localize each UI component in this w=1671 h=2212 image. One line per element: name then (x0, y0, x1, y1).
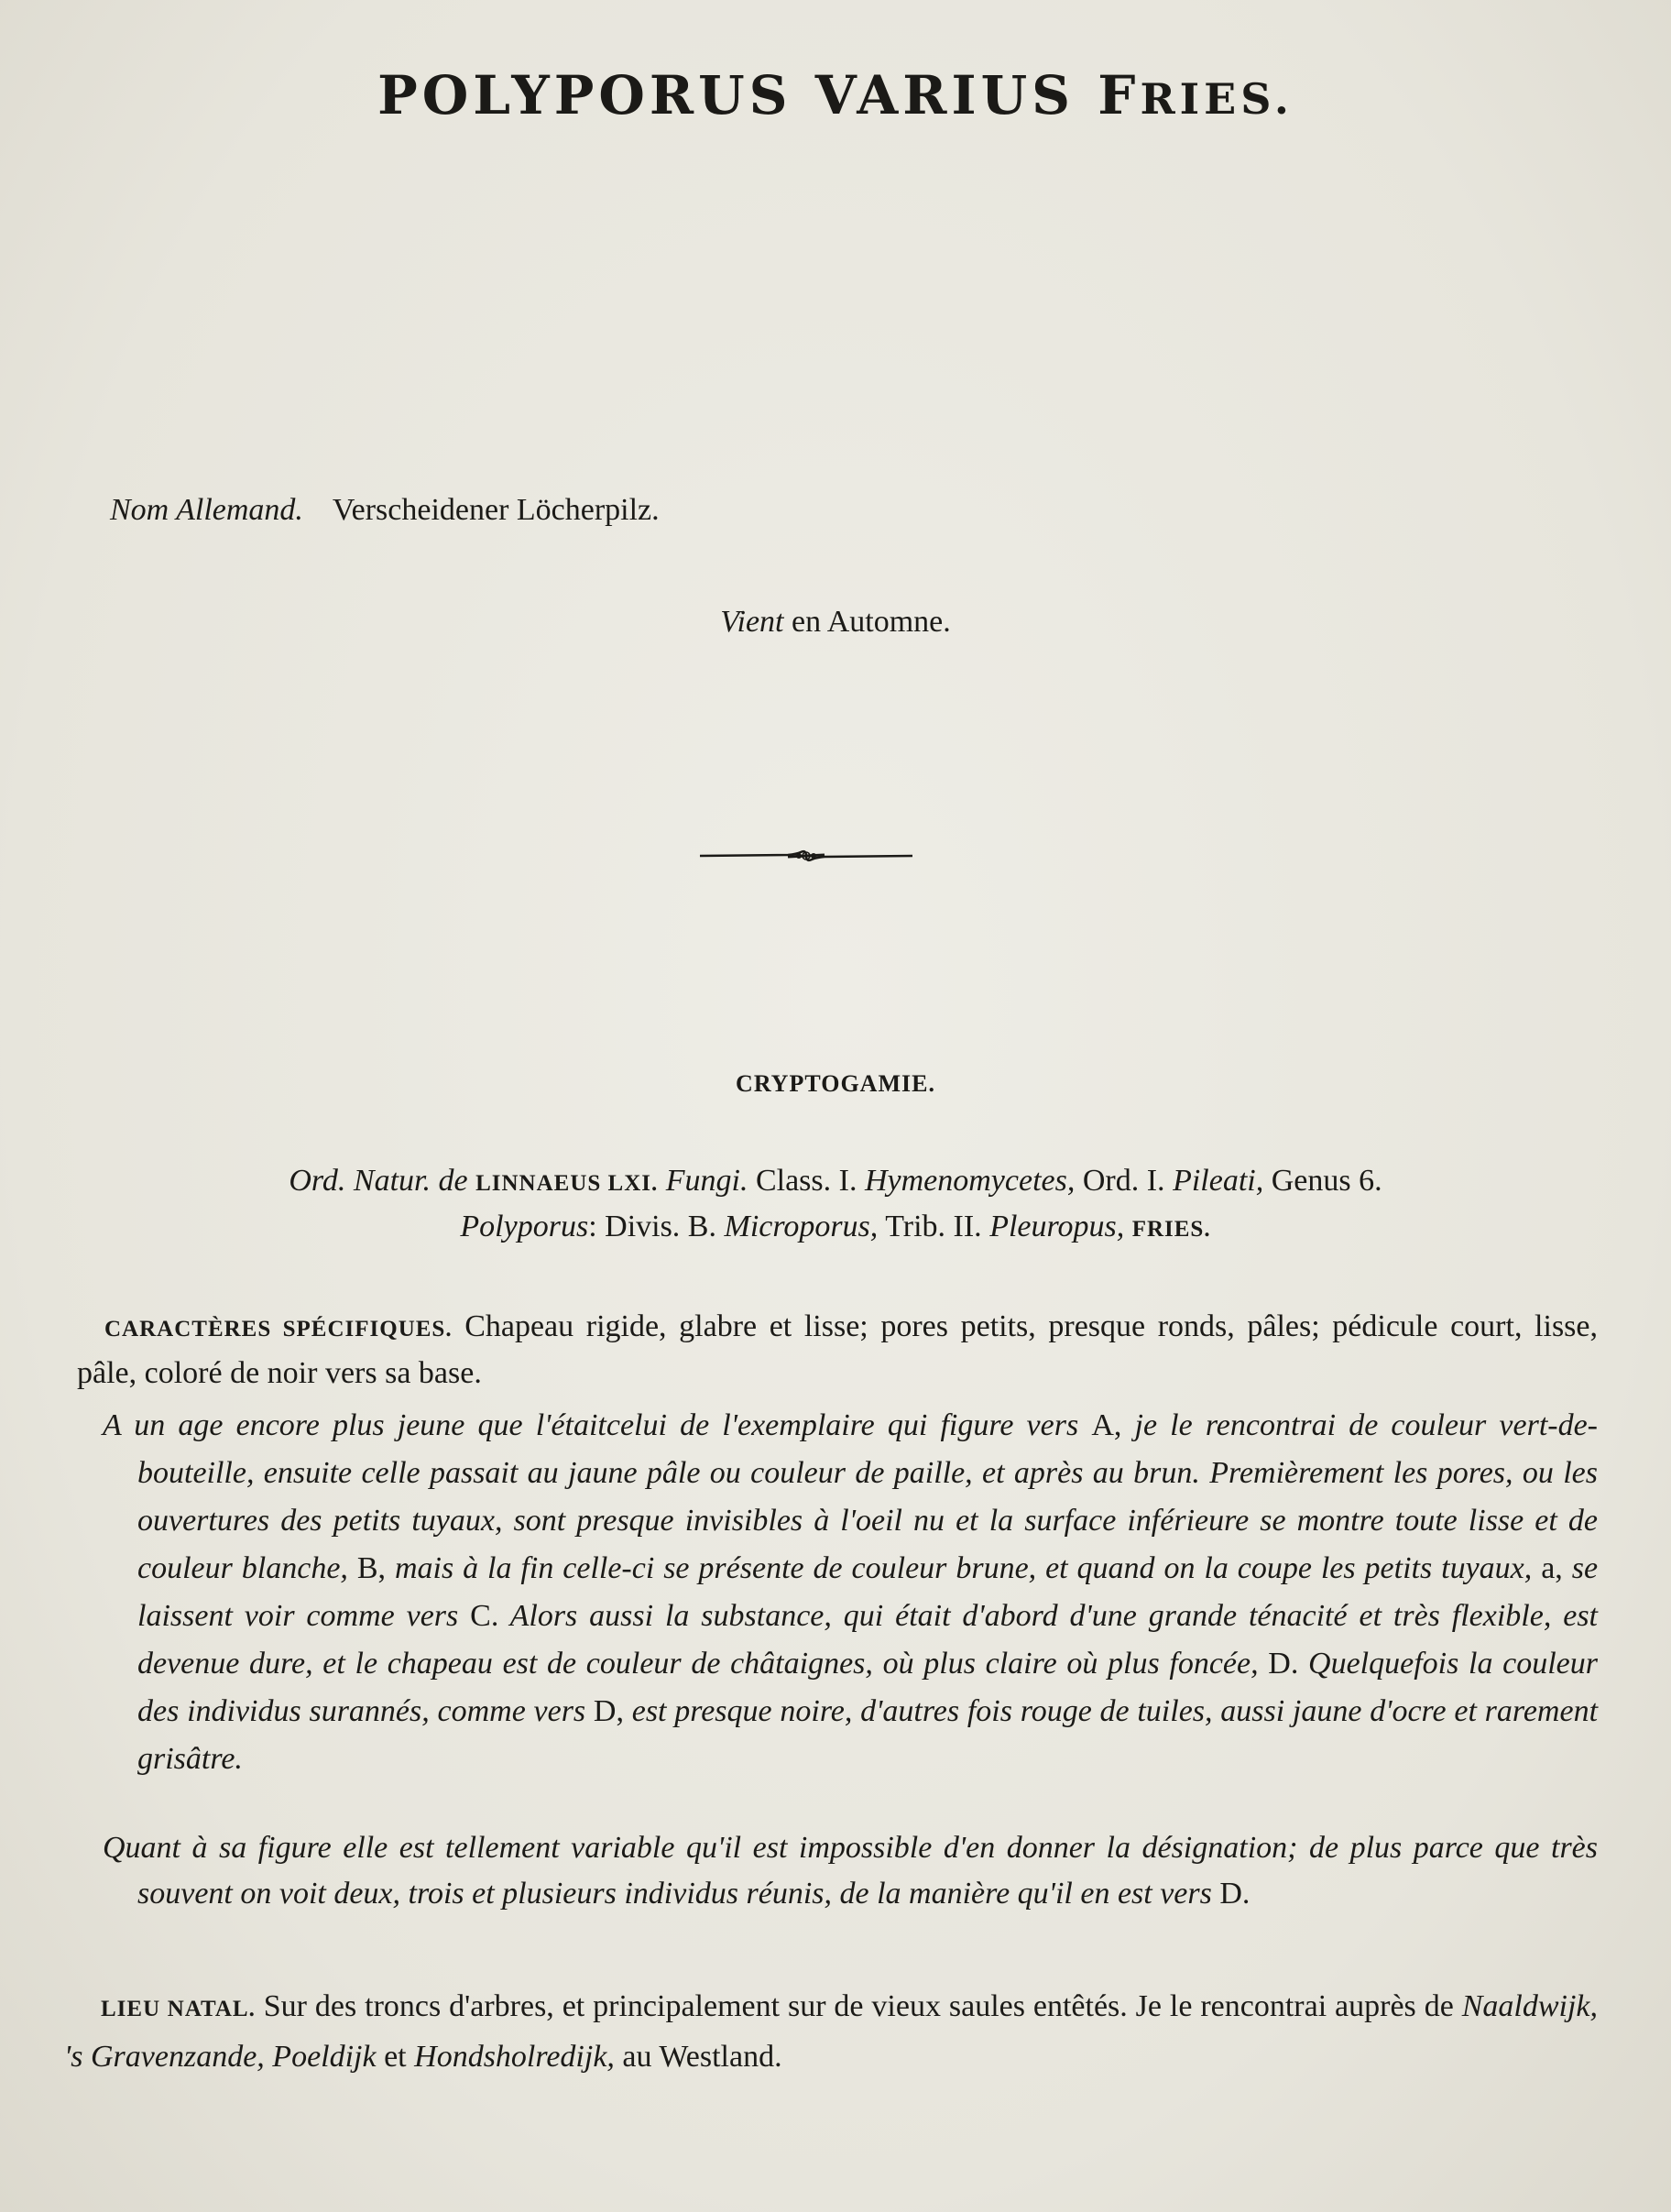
habitat-paragraph (64, 1983, 1598, 2081)
class-text: Trib. II. (885, 1210, 982, 1243)
title-author: RIES. (1140, 74, 1294, 124)
page-title (0, 64, 1671, 126)
title-author-initial: F (1098, 64, 1141, 126)
class-text: : Divis. B. (588, 1210, 716, 1243)
description-text: Alors aussi la substance, qui était d'abord d'une grande ténacité et très flexible, est devenue dure, et le chapeau est de couleur de châtaignes, où plus claire où plus foncée, (137, 1599, 1598, 1681)
figure-reference: a, (1541, 1551, 1563, 1585)
german-name-value: Verscheidener Löcherpilz. (332, 493, 660, 527)
place-name: 's Gravenzande, (64, 2040, 265, 2074)
classification-line-2 (0, 1210, 1671, 1244)
shape-text: Quant à sa figure elle est tellement variable qu'il est impossible d'en donner la désignation; de plus parce que très souvent on voit deux, trois et plusieurs individus réunis, de la manière qu'il en est vers (103, 1831, 1598, 1911)
german-name-line (110, 493, 660, 528)
class-text: Pleuropus, (989, 1210, 1125, 1243)
figure-reference: A, (1091, 1408, 1122, 1442)
class-text: Polyporus (460, 1210, 589, 1243)
title-species: POLYPORUS VARIUS (377, 64, 1076, 126)
habitat-text: Sur des troncs d'arbres, et principalement sur de vieux saules entêtés. Je le rencontrai auprès de (263, 1989, 1454, 2023)
specific-characters-paragraph (77, 1305, 1598, 1396)
place-name: Naaldwijk, (1461, 1989, 1598, 2023)
figure-reference: C. (470, 1599, 499, 1633)
description-paragraph (103, 1402, 1598, 1783)
habitat-label: LIEU NATAL. (101, 1997, 256, 2021)
figure-reference: D. (1219, 1877, 1251, 1911)
class-text: Microporus, (724, 1210, 879, 1243)
class-text: Ord. Natur. de (289, 1164, 468, 1198)
specific-characters-label: CARACTÈRES SPÉCIFIQUES. (104, 1317, 453, 1341)
habitat-text: au Westland. (622, 2040, 782, 2074)
class-text: Pileati, (1173, 1164, 1264, 1198)
place-name: Hondsholredijk, (414, 2040, 615, 2074)
shape-paragraph (103, 1825, 1598, 1917)
description-text: est presque noire, d'autres fois rouge de tuiles, aussi jaune d'ocre et rarement grisâtre. (137, 1694, 1599, 1776)
german-name-label: Nom Allemand. (110, 493, 303, 527)
class-text: Fungi. (665, 1164, 748, 1198)
season-line (0, 605, 1671, 640)
description-text: A un age encore plus jeune que l'étaitcelui de l'exemplaire qui figure vers (103, 1408, 1079, 1442)
classification-line-1 (0, 1164, 1671, 1199)
description-text: Quelquefois la couleur des individus surannés, comme vers (137, 1647, 1598, 1728)
class-text: Ord. I. (1082, 1164, 1165, 1198)
figure-reference: B, (356, 1551, 387, 1585)
class-text: Class. I. (755, 1164, 857, 1198)
section-heading: CRYPTOGAMIE. (736, 1070, 935, 1097)
habitat-text: et (384, 2040, 407, 2074)
description-text: mais à la fin celle-ci se présente de couleur brune, et quand on la coupe les petits tuyaux, (394, 1551, 1533, 1585)
class-text: FRIES. (1131, 1217, 1211, 1242)
divider-ornament (696, 845, 916, 867)
figure-reference: D, (593, 1694, 624, 1728)
class-text: Hymenomycetes, (864, 1164, 1076, 1198)
specific-characters-text: Chapeau rigide, glabre et lisse; pores petits, presque ronds, pâles; pédicule court, lisse, pâle, coloré de noir vers sa base. (77, 1309, 1598, 1390)
season-value: en Automne. (791, 605, 951, 639)
class-text: Genus 6. (1271, 1164, 1382, 1198)
season-label: Vient (720, 605, 784, 639)
class-text: LINNAEUS LXI. (475, 1171, 659, 1196)
description-text: se laissent voir comme vers (137, 1551, 1599, 1633)
figure-reference: D. (1268, 1647, 1299, 1681)
place-name: Poeldijk (272, 2040, 377, 2074)
description-text: je le rencontrai de couleur vert-de-bouteille, ensuite celle passait au jaune pâle ou couleur de paille, et après au brun. Premièrement les pores, ou les ouvertures des petits tuyaux, sont presque invisibles à l'oeil nu et la surface inférieure se montre toute lisse et de couleur blanche, (137, 1408, 1598, 1585)
